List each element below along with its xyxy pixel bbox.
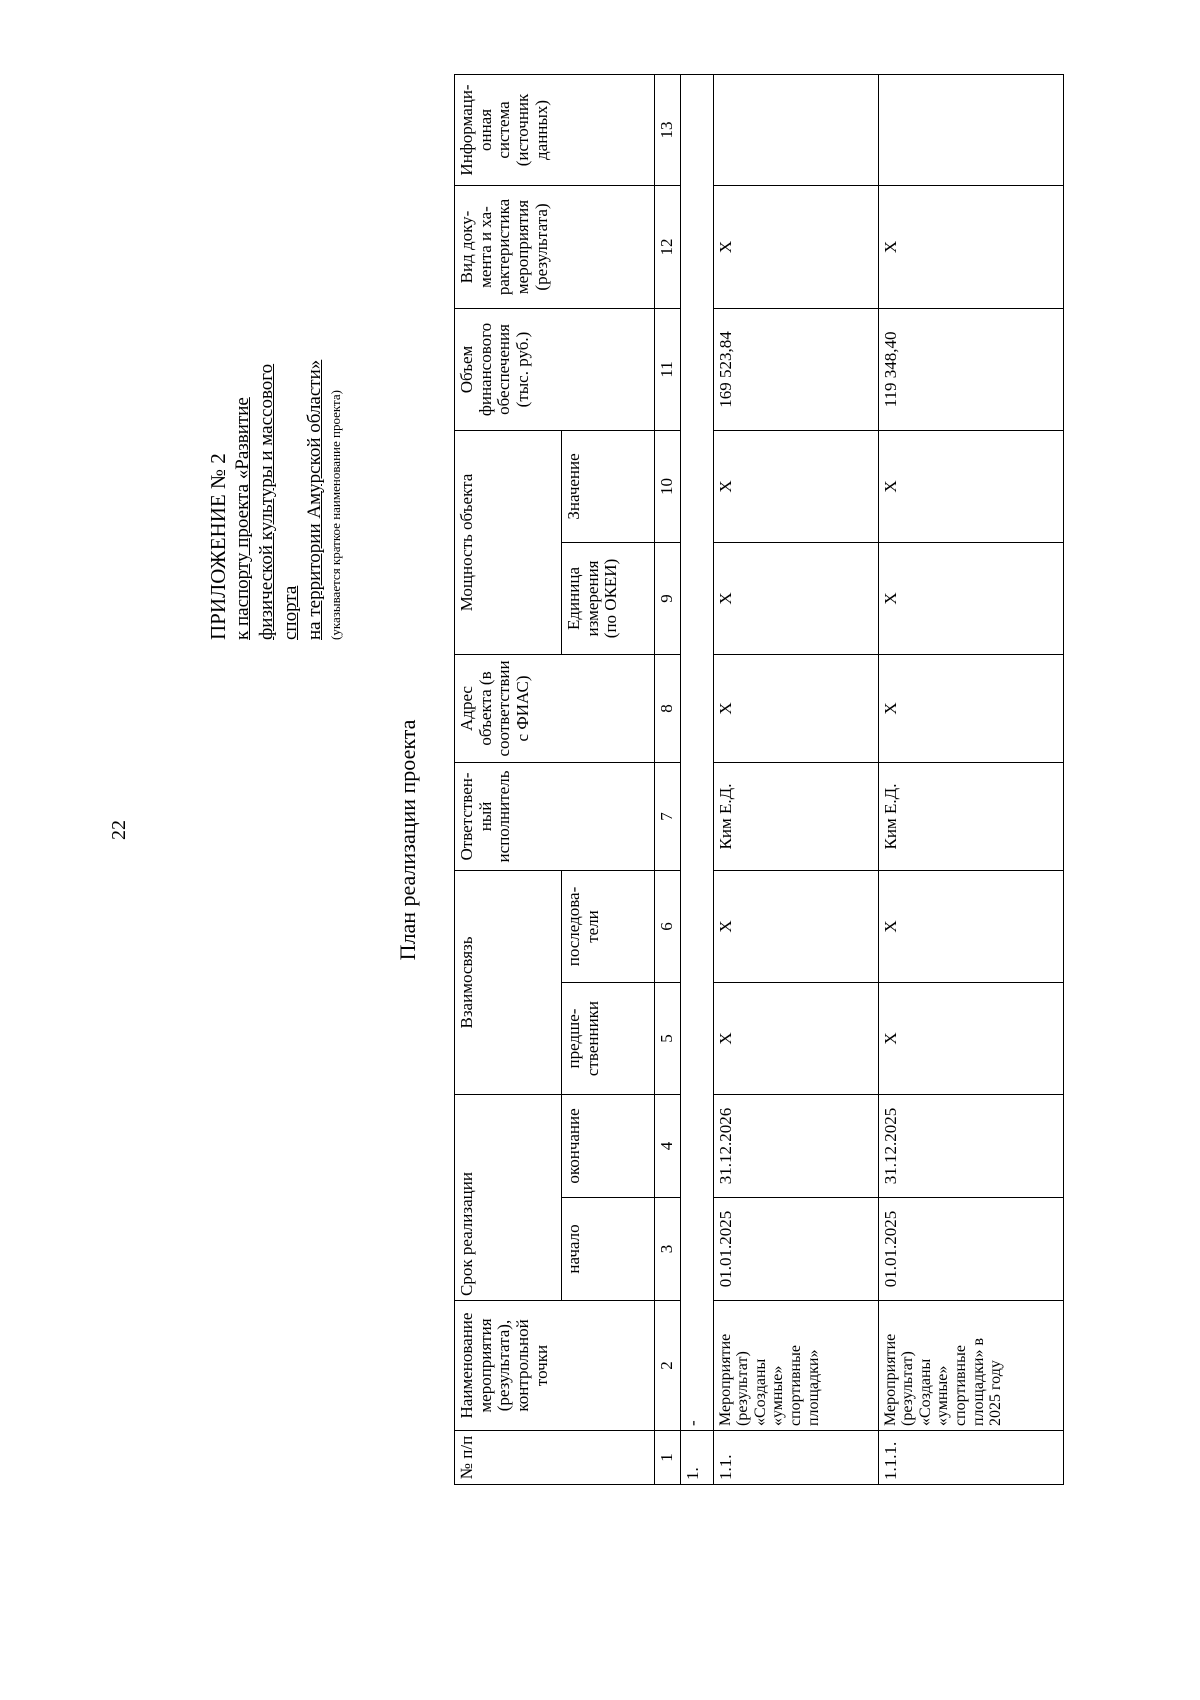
section-row [680,74,713,1484]
header-finance: Объем финансового обеспечения (тыс. руб.) [455,308,655,430]
column-number: 10 [655,430,681,542]
row-unit: X [713,542,878,654]
row-info-system [713,74,878,185]
appendix-line: на территории Амурской области» [303,359,325,640]
appendix-line: спорта [279,585,301,640]
header-term: Срок реализации [455,1095,562,1301]
table-row [713,74,878,1484]
row-number: 1.1. [713,1431,878,1485]
column-number: 3 [655,1198,681,1301]
row-name: Мероприятие (результат) «Созданы «умные» спортивные площадки» [713,1301,878,1431]
column-number: 9 [655,542,681,654]
document-page [25,40,1175,1640]
row-info-system [878,74,1063,185]
row-number: 1.1.1. [878,1431,1063,1485]
row-end: 31.12.2025 [878,1095,1063,1198]
row-name: Мероприятие (результат) «Созданы «умные» спортивные площадки» в 2025 году [878,1301,1063,1431]
header-link: Взаимосвязь [455,870,562,1094]
column-number: 13 [655,74,681,185]
section-number: 1. [680,1431,713,1485]
header-capacity-unit: Единица измерения (по ОКЕИ) [562,542,655,654]
column-numbers-row [655,74,681,1484]
appendix-line: физической культуры и массового [256,363,277,640]
row-finance: 169 523,84 [713,308,878,430]
row-address: X [713,654,878,762]
header-address: Адрес объекта (в соответствии с ФИАС) [455,654,655,762]
row-address: X [878,654,1063,762]
table-row [878,74,1063,1484]
header-name: Наименование мероприятия (результата), контрольной точки [455,1301,655,1431]
appendix-title: ПРИЛОЖЕНИЕ № 2 [206,453,230,640]
header-row [455,74,562,1484]
column-number: 11 [655,308,681,430]
appendix-line: к паспорту проекта «Развитие [232,397,254,640]
row-value: X [713,430,878,542]
plan-table [454,74,1064,1485]
row-doc-type: X [713,185,878,308]
header-term-end: окончание [562,1095,655,1198]
header-responsible: Ответствен-ный исполнитель [455,762,655,870]
page-number: 22 [108,820,130,840]
row-start: 01.01.2025 [878,1198,1063,1301]
appendix-header [205,220,345,640]
section-name: - [680,74,713,1430]
row-end: 31.12.2026 [713,1095,878,1198]
column-number: 7 [655,762,681,870]
plan-title: План реализации проекта [395,719,420,961]
row-value: X [878,430,1063,542]
row-finance: 119 348,40 [878,308,1063,430]
header-capacity: Мощность объекта [455,430,562,654]
header-info-system: Информаци-онная система (источник данных) [455,74,655,185]
row-responsible: Ким Е.Д. [713,762,878,870]
row-start: 01.01.2025 [713,1198,878,1301]
column-number: 12 [655,185,681,308]
header-term-start: начало [562,1198,655,1301]
header-capacity-value: Значение [562,430,655,542]
header-no: № п/п [455,1431,655,1485]
column-number: 4 [655,1095,681,1198]
row-pred: X [713,983,878,1095]
row-succ: X [713,870,878,982]
header-link-succ: последова-тели [562,870,655,982]
column-number: 1 [655,1431,681,1485]
column-number: 8 [655,654,681,762]
header-doc-type: Вид доку-мента и ха-рактеристика мероприятия (результата) [455,185,655,308]
column-number: 2 [655,1301,681,1431]
row-responsible: Ким Е.Д. [878,762,1063,870]
header-link-pred: предше-ственники [562,983,655,1095]
row-pred: X [878,983,1063,1095]
column-number: 6 [655,870,681,982]
row-unit: X [878,542,1063,654]
appendix-note: (указывается краткое наименование проекта) [328,390,344,640]
column-number: 5 [655,983,681,1095]
row-doc-type: X [878,185,1063,308]
row-succ: X [878,870,1063,982]
